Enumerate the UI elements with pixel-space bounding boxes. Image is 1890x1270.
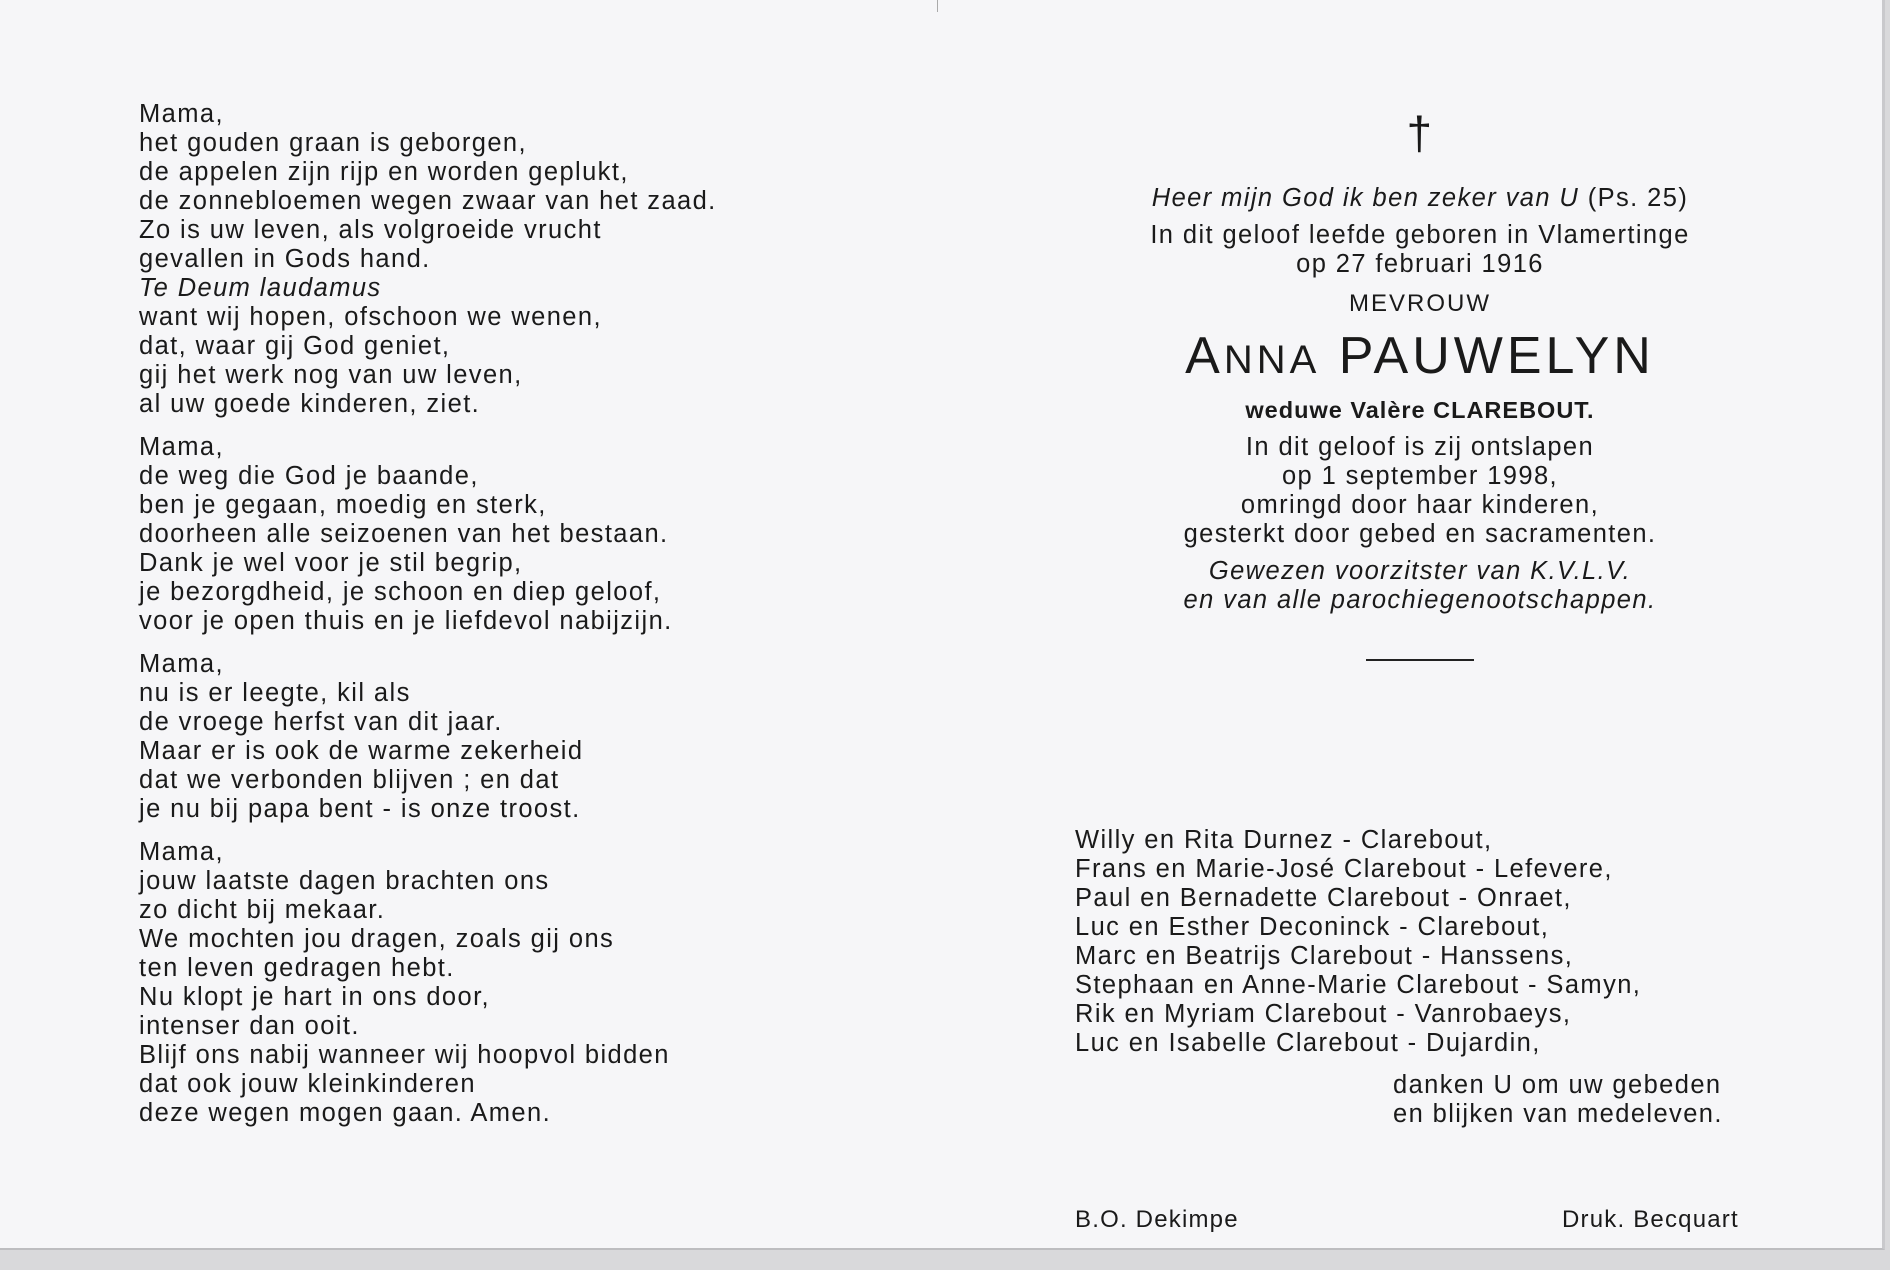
poem-line: de zonnebloemen wegen zwaar van het zaad. bbox=[139, 187, 717, 215]
cross-icon: † bbox=[1406, 107, 1434, 159]
poem-line: want wij hopen, ofschoon we wenen, bbox=[139, 303, 602, 331]
poem-line: jouw laatste dagen brachten ons bbox=[139, 867, 550, 895]
poem-line: Blijf ons nabij wanneer wij hoopvol bidden bbox=[139, 1041, 670, 1069]
death-line-1: In dit geloof is zij ontslapen bbox=[1245, 433, 1595, 461]
thanks-line-1: danken U om uw gebeden bbox=[1393, 1071, 1722, 1099]
poem-line: Mama, bbox=[139, 433, 224, 461]
poem-line: nu is er leegte, kil als bbox=[139, 679, 411, 707]
poem-line: Nu klopt je hart in ons door, bbox=[139, 983, 491, 1011]
poem-line: dat ook jouw kleinkinderen bbox=[139, 1070, 476, 1098]
list-item: Rik en Myriam Clarebout - Vanrobaeys, bbox=[1075, 1000, 1572, 1028]
role-line-1: Gewezen voorzitster van K.V.L.V. bbox=[1208, 557, 1632, 585]
poem-stanza-4 bbox=[139, 838, 779, 1128]
poem-line: Mama, bbox=[139, 100, 224, 128]
birth-line-1: In dit geloof leefde geboren in Vlamertinge bbox=[1150, 221, 1690, 249]
list-item: Willy en Rita Durnez - Clarebout, bbox=[1075, 826, 1493, 854]
poem-stanza-3 bbox=[139, 650, 779, 824]
last-name: PAUWELYN bbox=[1338, 327, 1655, 385]
list-item: Luc en Isabelle Clarebout - Dujardin, bbox=[1075, 1029, 1541, 1057]
thanks-note bbox=[1393, 1071, 1813, 1129]
poem-line: doorheen alle seizoenen van het bestaan. bbox=[139, 520, 669, 548]
poem-line: We mochten jou dragen, zoals gij ons bbox=[139, 925, 615, 953]
list-item: Stephaan en Anne-Marie Clarebout - Samyn, bbox=[1075, 971, 1642, 999]
list-item: Marc en Beatrijs Clarebout - Hanssens, bbox=[1075, 942, 1574, 970]
poem-line: voor je open thuis en je liefdevol nabijzijn. bbox=[139, 607, 673, 635]
poem-line: het gouden graan is geborgen, bbox=[139, 129, 527, 157]
obituary-header bbox=[1090, 108, 1750, 661]
printer-credit: Druk. Becquart bbox=[1562, 1206, 1739, 1233]
poem-line: gij het werk nog van uw leven, bbox=[139, 361, 523, 389]
psalm-text: Heer mijn God ik ben zeker van U bbox=[1151, 184, 1580, 212]
honorific: MEVROUW bbox=[1349, 290, 1491, 317]
first-name-rest: NNA bbox=[1223, 338, 1321, 382]
fold-mark bbox=[937, 0, 938, 12]
funeral-director: B.O. Dekimpe bbox=[1075, 1206, 1239, 1233]
poem-line: al uw goede kinderen, ziet. bbox=[139, 390, 481, 418]
poem-line: de vroege herfst van dit jaar. bbox=[139, 708, 503, 736]
poem-line: Dank je wel voor je stil begrip, bbox=[139, 549, 523, 577]
role-line-2: en van alle parochiegenootschappen. bbox=[1183, 586, 1657, 614]
divider bbox=[1366, 659, 1474, 661]
poem-line: de weg die God je baande, bbox=[139, 462, 479, 490]
death-line-4: gesterkt door gebed en sacramenten. bbox=[1183, 520, 1657, 548]
death-line-3: omringd door haar kinderen, bbox=[1240, 491, 1600, 519]
list-item: Paul en Bernadette Clarebout - Onraet, bbox=[1075, 884, 1572, 912]
children-list bbox=[1075, 826, 1795, 1058]
deceased-name bbox=[1090, 326, 1750, 390]
birth-line-2: op 27 februari 1916 bbox=[1296, 250, 1544, 278]
poem bbox=[139, 100, 779, 1142]
death-line-2: op 1 september 1998, bbox=[1281, 462, 1559, 490]
list-item: Frans en Marie-José Clarebout - Lefevere, bbox=[1075, 855, 1613, 883]
poem-line: zo dicht bij mekaar. bbox=[139, 896, 386, 924]
psalm-line bbox=[1090, 184, 1750, 213]
poem-line: je bezorgdheid, je schoon en diep geloof, bbox=[139, 578, 662, 606]
thanks-line-2: en blijken van medeleven. bbox=[1393, 1100, 1723, 1128]
poem-line: Zo is uw leven, als volgroeide vrucht bbox=[139, 216, 602, 244]
psalm-reference: (Ps. 25) bbox=[1587, 184, 1689, 212]
poem-line: dat we verbonden blijven ; en dat bbox=[139, 766, 560, 794]
poem-line-latin: Te Deum laudamus bbox=[139, 274, 382, 302]
first-name-initial: A bbox=[1185, 327, 1224, 385]
poem-line: intenser dan ooit. bbox=[139, 1012, 360, 1040]
poem-line: de appelen zijn rijp en worden geplukt, bbox=[139, 158, 629, 186]
poem-line: ten leven gedragen hebt. bbox=[139, 954, 455, 982]
poem-line: Maar er is ook de warme zekerheid bbox=[139, 737, 584, 765]
list-item: Luc en Esther Deconinck - Clarebout, bbox=[1075, 913, 1550, 941]
poem-line: ben je gegaan, moedig en sterk, bbox=[139, 491, 547, 519]
poem-line: Mama, bbox=[139, 838, 224, 866]
poem-line: dat, waar gij God geniet, bbox=[139, 332, 451, 360]
poem-line: gevallen in Gods hand. bbox=[139, 245, 431, 273]
poem-line: deze wegen mogen gaan. Amen. bbox=[139, 1099, 552, 1127]
poem-stanza-2 bbox=[139, 433, 779, 636]
poem-line: je nu bij papa bent - is onze troost. bbox=[139, 795, 581, 823]
poem-line: Mama, bbox=[139, 650, 224, 678]
widow-of: weduwe Valère CLAREBOUT. bbox=[1245, 397, 1595, 423]
poem-stanza-1 bbox=[139, 100, 779, 419]
